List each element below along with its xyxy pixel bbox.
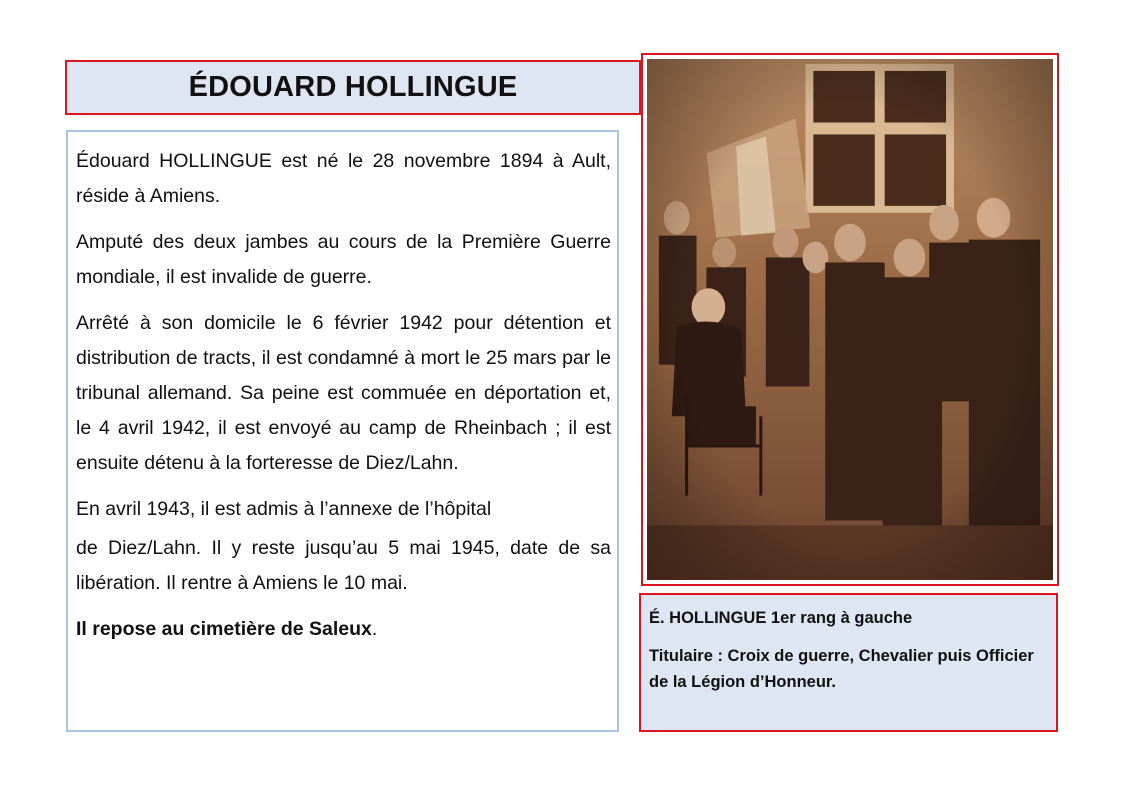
bio-paragraph-amputation: Amputé des deux jambes au cours de la Première Guerre mondiale, il est invalide de guerre. xyxy=(76,231,611,288)
bio-paragraph-liberation: de Diez/Lahn. Il y reste jusqu’au 5 mai 1945, date de sa libération. Il rentre à Amiens le 10 mai. xyxy=(76,537,611,594)
caption-panel xyxy=(639,593,1058,732)
bio-paragraph-arrest: Arrêté à son domicile le 6 février 1942 pour détention et distribution de tracts, il est condamné à mort le 25 mars par le tribunal allemand. Sa peine est commuée en déportation et, le 4 avril 1942, il est envoyé au camp de Rheinbach ; il est ensuite détenu à la forteresse de Diez/Lahn. xyxy=(76,312,611,474)
title-banner xyxy=(65,60,641,115)
group-photograph xyxy=(647,59,1053,580)
bio-paragraph-burial xyxy=(76,612,611,647)
bio-paragraph-hospital: En avril 1943, il est admis à l’annexe de l’hôpital xyxy=(76,498,492,520)
caption-honours: Titulaire : Croix de guerre, Chevalier puis Officier de la Légion d’Honneur. xyxy=(649,647,1034,691)
biography-panel xyxy=(66,130,619,732)
caption-identity: É. HOLLINGUE 1er rang à gauche xyxy=(649,609,913,627)
photo-frame xyxy=(641,53,1059,586)
burial-end-text: . xyxy=(371,618,378,640)
bio-paragraph-birth: Édouard HOLLINGUE est né le 28 novembre 1894 à Ault, réside à Amiens. xyxy=(76,150,611,207)
page-title: ÉDOUARD HOLLINGUE xyxy=(188,71,518,103)
burial-bold-text: Il repose au cimetière de Saleux xyxy=(76,618,372,640)
